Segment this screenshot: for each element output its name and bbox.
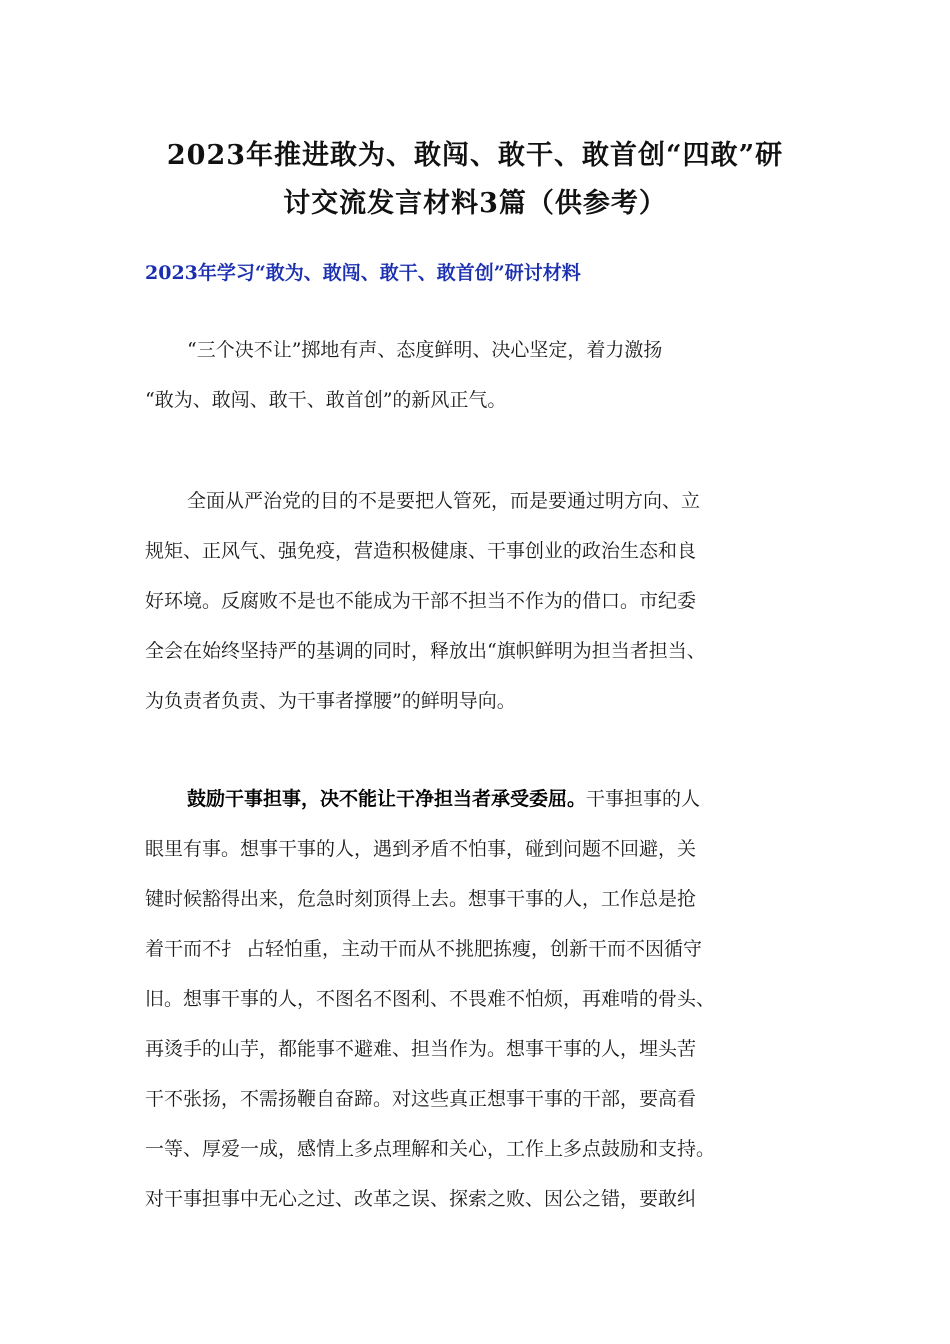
paragraph-line: 眼里有事。想事干事的人，遇到矛盾不怕事，碰到问题不回避，关 (145, 838, 697, 860)
paragraph-line: 好环境。反腐败不是也不能成为干部不担当不作为的借口。市纪委 (145, 590, 697, 612)
paragraph-line: 干不张扬，不需扬鞭自奋蹄。对这些真正想事干事的干部，要高看 (145, 1088, 697, 1110)
paragraph-line: “三个决不让”掷地有声、态度鲜明、决心坚定，着力激扬 (187, 339, 663, 361)
paragraph-line: 对干事担事中无心之过、改革之误、探索之败、因公之错，要敢纠 (145, 1188, 697, 1210)
document-title (120, 132, 830, 228)
paragraph-3 (145, 774, 825, 1224)
paragraph-line: 全面从严治党的目的不是要把人管死，而是要通过明方向、立 (187, 490, 701, 512)
paragraph-line: 为负责者负责、为干事者撑腰”的鲜明导向。 (145, 690, 516, 712)
paragraph-line: 一等、厚爱一成，感情上多点理解和关心，工作上多点鼓励和支持。 (145, 1138, 716, 1160)
paragraph-first-line (145, 774, 825, 824)
paragraph-lead-rest: 干事担事的人 (586, 788, 701, 810)
paragraph-lead-bold: 鼓励干事担事，决不能让干净担当者承受委屈。 (187, 788, 587, 810)
paragraph-line: 再烫手的山芋，都能事不避难、担当作为。想事干事的人，埋头苦 (145, 1038, 697, 1060)
title-line-1: 2023年推进敢为、敢闯、敢干、敢首创“四敢”研 (166, 140, 784, 171)
paragraph-line: 着干而不扌 占轻怕重，主动干而从不挑肥拣瘦，创新干而不因循守 (145, 938, 703, 960)
paragraph-line: 规矩、正风气、强免疫，营造积极健康、干事创业的政治生态和良 (145, 540, 697, 562)
title-line-2: 讨交流发言材料3篇（供参考） (283, 188, 667, 219)
paragraph-line: 全会在始终坚持严的基调的同时，释放出“旗帜鲜明为担当者担当、 (145, 640, 706, 662)
paragraph-line: “敢为、敢闯、敢干、敢首创”的新风正气。 (145, 389, 507, 411)
paragraph-line: 键时候豁得出来，危急时刻顶得上去。想事干事的人，工作总是抢 (145, 888, 697, 910)
section-heading: 2023年学习“敢为、敢闯、敢干、敢首创”研讨材料 (145, 262, 581, 284)
paragraph-1 (145, 325, 825, 425)
paragraph-2 (145, 476, 825, 726)
paragraph-line: 旧。想事干事的人，不图名不图利、不畏难不怕烦，再难啃的骨头、 (145, 988, 716, 1010)
